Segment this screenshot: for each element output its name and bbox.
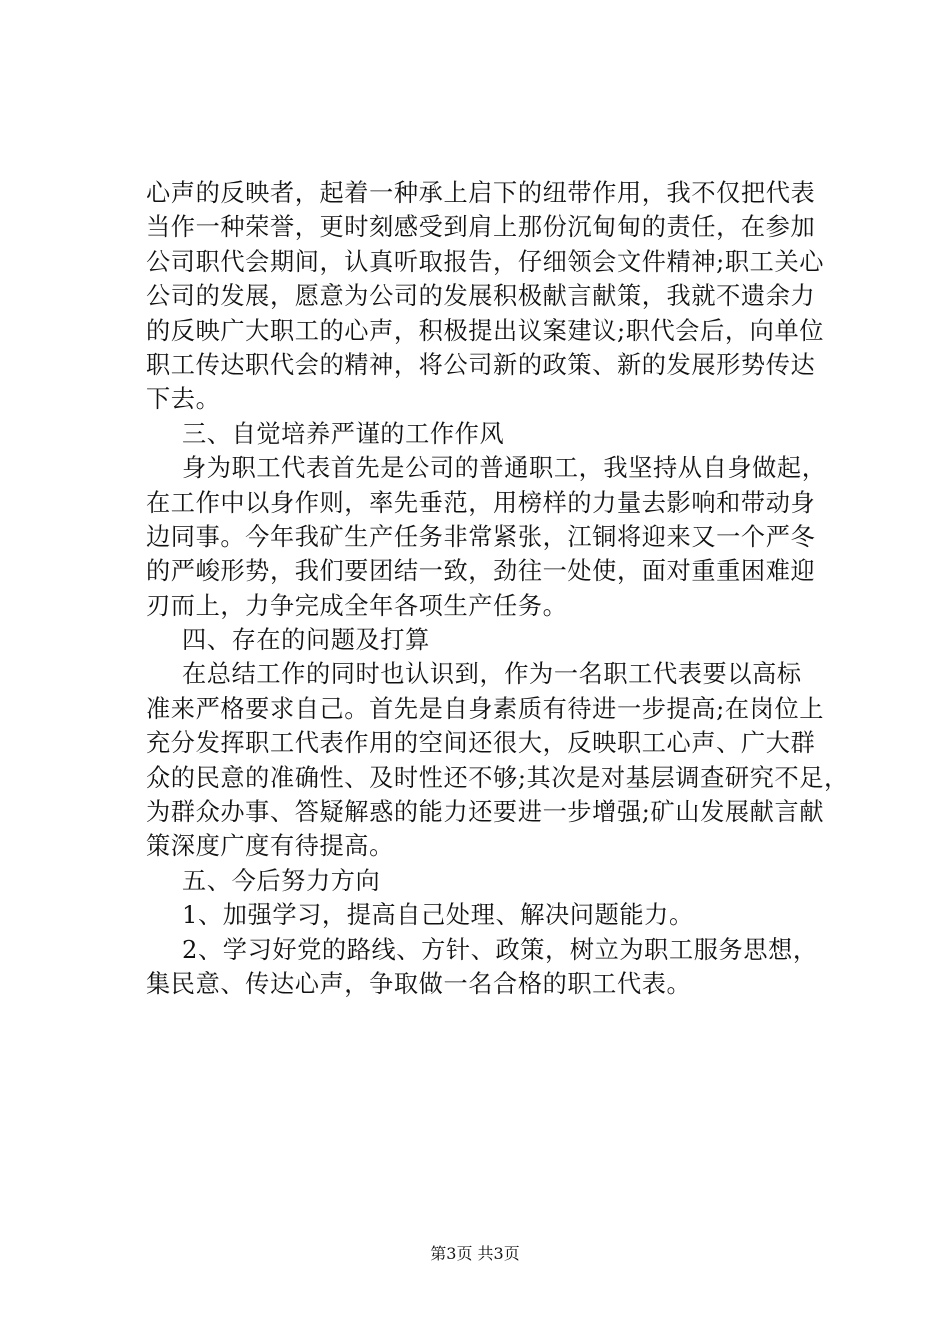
text-line: 公司职代会期间，认真听取报告，仔细领会文件精神;职工关心 bbox=[146, 247, 825, 276]
section-heading: 五、今后努力方向 bbox=[182, 866, 381, 895]
text-line: 的严峻形势，我们要团结一致，劲往一处使，面对重重困难迎 bbox=[146, 557, 816, 586]
document-body bbox=[146, 176, 849, 1001]
text-line: 公司的发展，愿意为公司的发展积极献言献策，我就不遗余力 bbox=[146, 282, 816, 311]
text-line: 的反映广大职工的心声，积极提出议案建议;职代会后，向单位 bbox=[146, 316, 825, 345]
text-line: 充分发挥职工代表作用的空间还很大，反映职工心声、广大群 bbox=[146, 729, 816, 758]
section-heading: 三、自觉培养严谨的工作作风 bbox=[182, 419, 505, 448]
text-line: 职工传达职代会的精神，将公司新的政策、新的发展形势传达 bbox=[146, 350, 816, 379]
text-line: 集民意、传达心声，争取做一名合格的职工代表。 bbox=[146, 969, 692, 998]
text-line: 众的民意的准确性、及时性还不够;其次是对基层调查研究不足， bbox=[146, 763, 849, 792]
text-line: 为群众办事、答疑解惑的能力还要进一步增强;矿山发展献言献 bbox=[146, 798, 825, 827]
text-line: 准来严格要求自己。首先是自身素质有待进一步提高;在岗位上 bbox=[146, 694, 825, 723]
list-item: 2、学习好党的路线、方针、政策，树立为职工服务思想， bbox=[182, 935, 818, 964]
paragraph-first-line: 在总结工作的同时也认识到，作为一名职工代表要以高标 bbox=[182, 660, 802, 689]
section-heading: 四、存在的问题及打算 bbox=[182, 626, 430, 655]
text-line: 当作一种荣誉，更时刻感受到肩上那份沉甸甸的责任，在参加 bbox=[146, 213, 816, 242]
page-number-footer: 第3页 共3页 bbox=[430, 1244, 520, 1263]
text-line: 边同事。今年我矿生产任务非常紧张，江铜将迎来又一个严冬 bbox=[146, 522, 816, 551]
text-line: 在工作中以身作则，率先垂范，用榜样的力量去影响和带动身 bbox=[146, 488, 816, 517]
paragraph-first-line: 身为职工代表首先是公司的普通职工，我坚持从自身做起， bbox=[182, 454, 827, 483]
list-item: 1、加强学习，提高自己处理、解决问题能力。 bbox=[182, 901, 694, 930]
text-line: 心声的反映者，起着一种承上启下的纽带作用，我不仅把代表 bbox=[146, 179, 816, 207]
text-line: 下去。 bbox=[146, 385, 221, 414]
text-line: 策深度广度有待提高。 bbox=[146, 832, 394, 861]
text-line: 刃而上，力争完成全年各项生产任务。 bbox=[146, 591, 568, 620]
